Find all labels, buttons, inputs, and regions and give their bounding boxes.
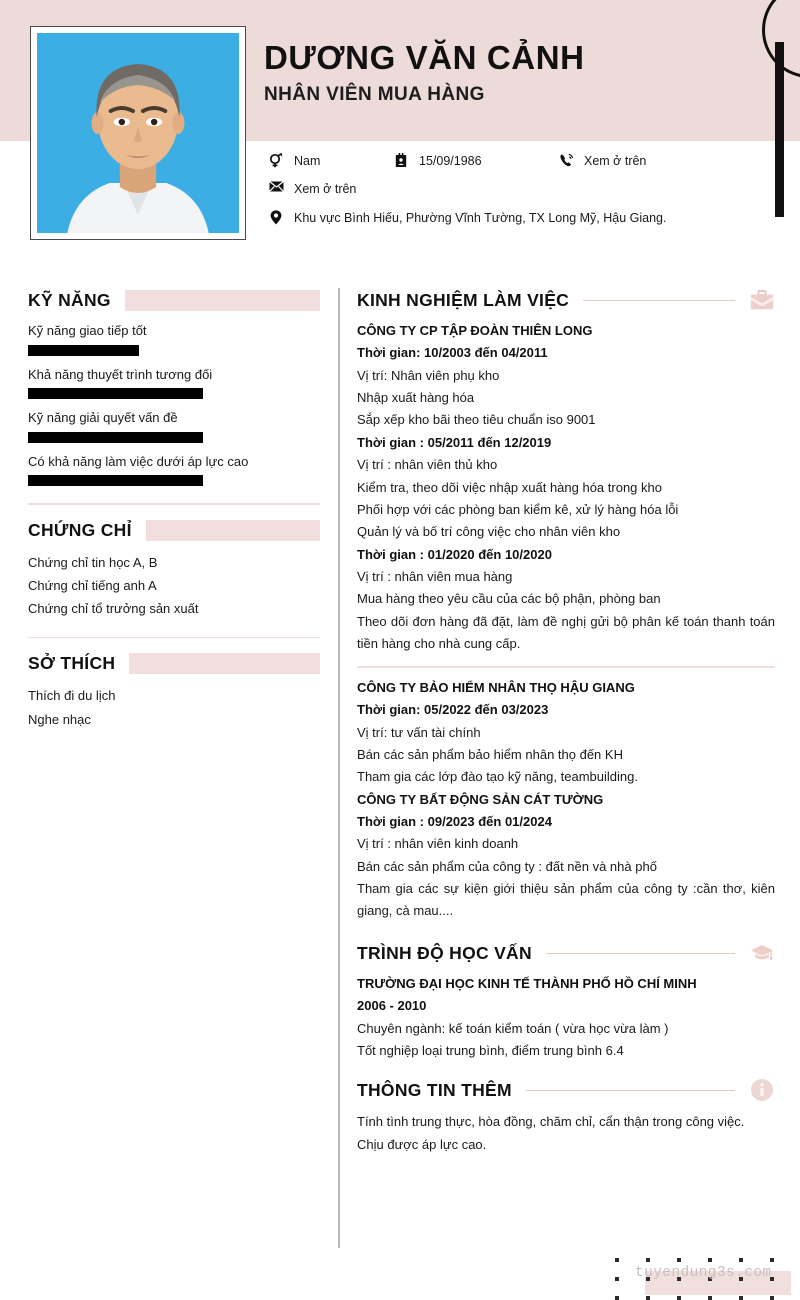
dot [708,1258,712,1262]
gender-value: Nam [294,154,321,168]
hobbies-heading [28,653,320,674]
company-name: CÔNG TY BẤT ĐỘNG SẢN CÁT TƯỜNG [357,791,604,807]
contact-row-address [266,209,776,228]
contact-info [266,152,776,237]
certificates-list [28,551,320,620]
profile-photo [37,33,239,233]
heading-rule [526,1090,735,1092]
job-detail: Tham gia các lớp đào tạo kỹ năng, teambuilding. [357,769,638,785]
skill-fill [28,388,203,399]
dot [770,1296,774,1300]
education-heading [357,943,775,964]
heading-accent-bar [125,290,320,311]
job-detail: Mua hàng theo yêu cầu của các bộ phận, phòng ban [357,591,661,607]
skill-label: Kỹ năng giao tiếp tốt [28,323,147,338]
skills-heading [28,290,320,311]
skill-label: Khả năng thuyết trình tương đối [28,366,213,382]
dot [615,1277,619,1281]
additional-info-heading [357,1078,775,1102]
job-detail: Bán các sản phẩm của công ty : đất nền và nhà phố [357,858,657,874]
job-detail: Quản lý và bố trí công việc cho nhân viên kho [357,524,621,540]
heading-accent-bar [129,653,320,674]
job-period: Thời gian : 01/2020 đến 10/2020 [357,546,552,562]
graduation-cap-icon [749,943,775,964]
dot [615,1258,619,1262]
spacer [357,1062,775,1078]
info-icon [749,1078,775,1102]
skill-item [28,452,320,487]
skill-fill [28,432,203,443]
company-name: CÔNG TY CP TẬP ĐOÀN THIÊN LONG [357,323,593,338]
divider [28,637,320,639]
skill-item [28,408,320,443]
avatar [30,26,246,240]
skill-fill [28,345,139,356]
dot [646,1296,650,1300]
address-value: Khu vực Bình Hiếu, Phường Vĩnh Tường, TX Long Mỹ, Hậu Giang. [294,210,667,225]
education-years: 2006 - 2010 [357,998,427,1014]
phone-value: Xem ở trên [584,154,647,168]
contact-phone [556,152,646,171]
skill-label: Kỹ năng giải quyết vấn đề [28,410,178,425]
skill-fill [28,475,203,486]
experience-title: KINH NGHIỆM LÀM VIỆC [357,290,570,310]
heading-rule [546,953,735,955]
list-item: Nghe nhạc [28,711,91,727]
skill-track [28,432,320,443]
job-detail: Sắp xếp kho bãi theo tiêu chuẩn iso 9001 [357,412,596,428]
email-value: Xem ở trên [294,182,357,197]
job-detail: Tham gia các sự kiện giới thiệu sản phẩm của công ty :cần thơ, kiên giang, cà mau.... [357,881,775,919]
main-content [357,290,775,1156]
certificates-title: CHỨNG CHỈ [28,519,132,540]
gender-icon [266,152,286,168]
job-period: Thời gian: 05/2022 đến 03/2023 [357,702,549,718]
additional-info-detail: Chịu được áp lực cao. [357,1136,487,1152]
list-item: Chứng chỉ tổ trưởng sản xuất [28,600,199,616]
dot [677,1258,681,1262]
dot [739,1296,743,1300]
skill-label: Có khả năng làm việc dưới áp lực cao [28,453,249,469]
contact-birthdate [391,152,556,171]
contact-row-primary [266,152,776,171]
job-detail: Vị trí : nhân viên kinh doanh [357,836,519,852]
experience-group [357,320,775,655]
contact-gender [266,152,391,171]
dot [708,1296,712,1300]
school-name: TRƯỜNG ĐẠI HỌC KINH TẾ THÀNH PHỐ HỒ CHÍ MINH [357,975,697,991]
dot [739,1258,743,1262]
skill-track [28,345,320,356]
job-title: NHÂN VIÊN MUA HÀNG [264,83,485,105]
job-detail: Vị trí : nhân viên mua hàng [357,568,513,584]
footer-decoration [583,1243,783,1295]
job-detail: Phối hợp với các phòng ban kiểm kê, xử lý hàng hóa lỗi [357,501,679,517]
job-detail: Vị trí: Nhân viên phụ kho [357,367,500,383]
certificates-heading [28,520,320,541]
dot [770,1258,774,1262]
job-detail: Bán các sản phẩm bảo hiểm nhân thọ đến KH [357,746,623,762]
dot [646,1258,650,1262]
list-item: Thích đi du lịch [28,688,116,704]
education-detail: Tốt nghiệp loại trung bình, điểm trung bình 6.4 [357,1042,624,1058]
job-detail: Vị trí: tư vấn tài chính [357,724,481,740]
birthdate-value: 15/09/1986 [419,154,482,168]
page-title: DƯƠNG VĂN CẢNH [264,39,585,76]
education-detail: Chuyên ngành: kế toán kiểm toán ( vừa học vừa làm ) [357,1020,669,1036]
job-detail: Theo dõi đơn hàng đã đặt, làm đề nghị gửi bộ phân kế toán thanh toán tiền hàng cho nhà cung cấp. [357,613,775,652]
dot [677,1296,681,1300]
contact-address [266,209,666,228]
skills-title: KỸ NĂNG [28,290,111,310]
job-detail: Kiểm tra, theo dõi việc nhập xuất hàng hóa trong kho [357,479,662,495]
hobbies-title: SỞ THÍCH [28,653,116,674]
job-detail: Vị trí : nhân viên thủ kho [357,457,498,473]
job-period: Thời gian: 10/2003 đến 04/2011 [357,345,548,361]
skill-item [28,321,320,356]
id-card-icon [391,152,411,168]
list-item: Chứng chỉ tin học A, B [28,554,158,570]
additional-info-detail: Tính tình trung thực, hòa đồng, chăm chỉ, cẩn thận trong công việc. [357,1114,745,1130]
decorative-bar [775,42,784,217]
heading-accent-bar [146,520,320,541]
company-name: CÔNG TY BẢO HIỂM NHÂN THỌ HẬU GIANG [357,679,635,695]
contact-row-email [266,180,776,199]
map-pin-icon [266,209,286,225]
skill-item [28,365,320,400]
divider [357,666,775,668]
hobbies-list [28,684,320,730]
job-period: Thời gian : 05/2011 đến 12/2019 [357,434,552,450]
skill-track [28,388,320,399]
additional-info-title: THÔNG TIN THÊM [357,1079,512,1100]
spacer [357,923,775,943]
heading-rule [583,300,735,302]
skill-track [28,475,320,486]
experience-group [357,789,775,923]
divider [28,503,320,505]
briefcase-icon [749,290,775,311]
job-period: Thời gian : 09/2023 đến 01/2024 [357,814,552,830]
experience-heading [357,290,775,311]
dot [615,1296,619,1300]
experience-group [357,677,775,789]
contact-email [266,180,356,199]
phone-icon [556,152,576,168]
watermark: tuyendung3s.com [635,1265,772,1281]
name-block [264,40,764,106]
column-divider [338,288,340,1248]
job-detail: Nhập xuất hàng hóa [357,390,475,406]
education-title: TRÌNH ĐỘ HỌC VẤN [357,942,532,963]
envelope-icon [266,180,286,192]
sidebar [28,290,320,731]
list-item: Chứng chỉ tiếng anh A [28,577,157,593]
